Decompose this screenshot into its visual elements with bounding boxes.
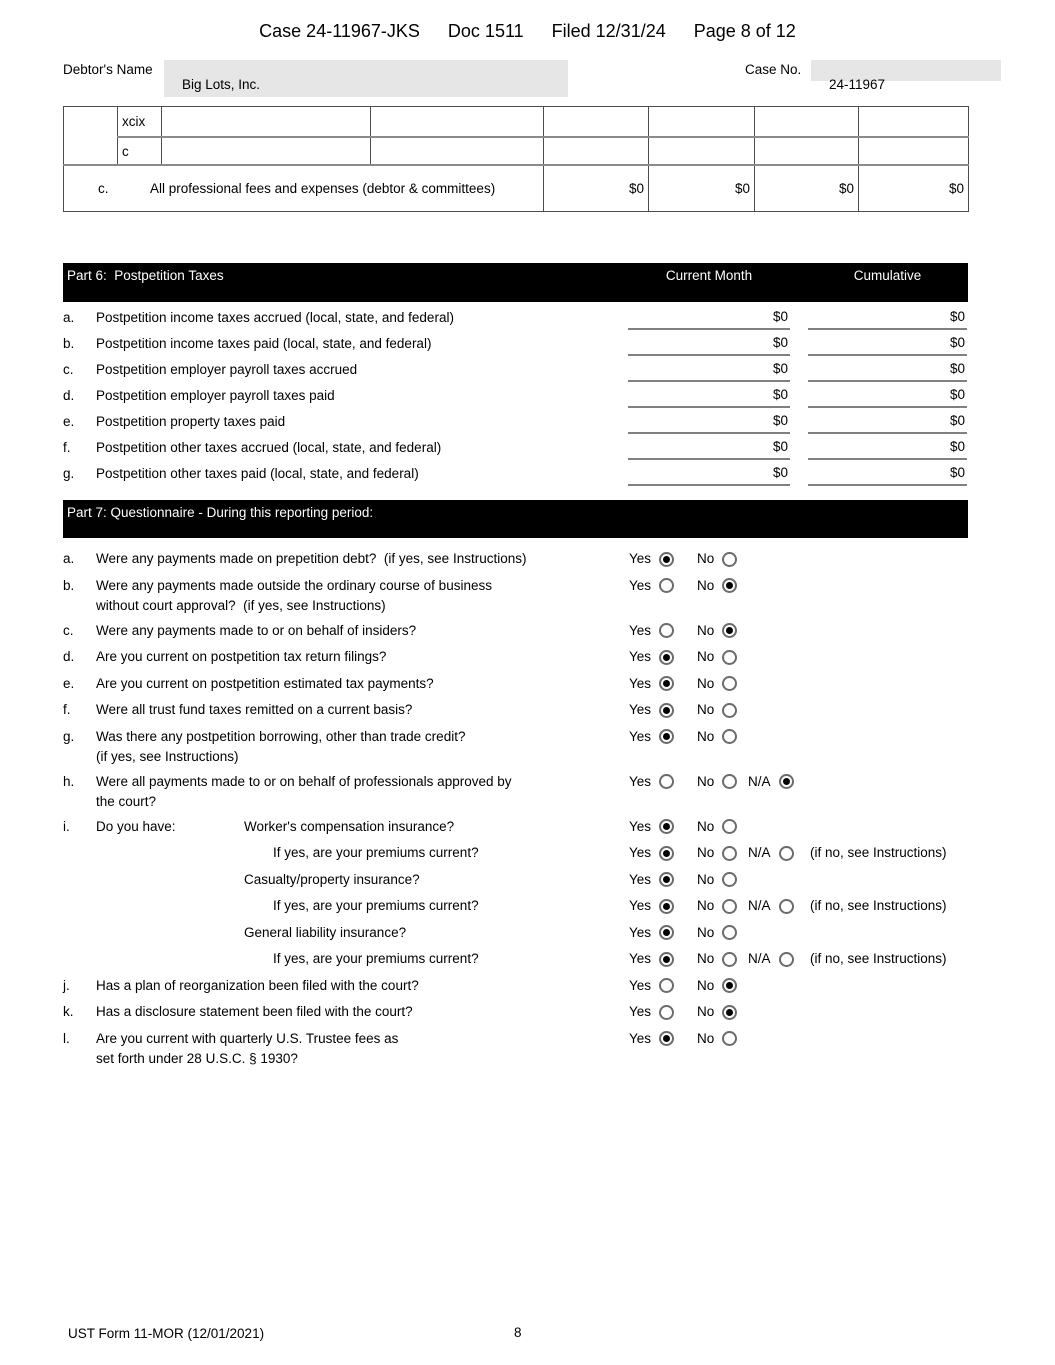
answer-options	[629, 727, 748, 747]
no-label: No	[697, 649, 715, 664]
current-month-value[interactable]: $0	[628, 383, 790, 408]
radio-no[interactable]	[722, 899, 737, 914]
empty-cell	[371, 137, 544, 165]
row-letter: b.	[63, 577, 75, 593]
empty-cell	[162, 107, 371, 138]
cumulative-value[interactable]: $0	[808, 383, 967, 408]
question-line: Were any payments made to or on behalf of insiders?	[96, 622, 417, 638]
yes-option	[629, 772, 697, 792]
radio-na[interactable]	[779, 899, 794, 914]
yes-option	[629, 896, 697, 916]
answer-options	[629, 700, 748, 720]
answer-options	[629, 843, 947, 863]
questionnaire-row	[63, 621, 1048, 641]
no-option	[697, 949, 748, 969]
yes-label: Yes	[629, 924, 652, 940]
question-text	[96, 923, 629, 943]
table-row	[64, 107, 969, 138]
tax-row	[63, 357, 968, 383]
radio-no[interactable]	[722, 925, 737, 940]
yes-option	[629, 949, 697, 969]
answer-options	[629, 772, 810, 792]
summary-description-cell	[64, 165, 544, 212]
radio-no[interactable]	[722, 650, 737, 665]
no-option	[697, 976, 748, 996]
cumulative-value[interactable]: $0	[808, 305, 967, 330]
no-label: No	[697, 818, 715, 834]
radio-yes[interactable]	[659, 623, 674, 638]
row-letter: h.	[63, 773, 75, 789]
answer-note: (if no, see Instructions)	[810, 845, 947, 860]
yes-option	[629, 976, 697, 996]
yes-label: Yes	[629, 951, 652, 966]
radio-no[interactable]	[722, 552, 737, 567]
yes-option	[629, 621, 697, 641]
case-no-value: 24-11967	[829, 77, 886, 92]
row-description: Postpetition employer payroll taxes paid	[96, 388, 335, 403]
radio-no[interactable]	[722, 872, 737, 887]
questionnaire-row	[63, 647, 1048, 667]
row-letter: c.	[63, 362, 74, 377]
questionnaire-row	[63, 843, 1048, 863]
column-gap	[790, 409, 808, 435]
current-month-value[interactable]: $0	[628, 357, 790, 382]
debtor-name-value: Big Lots, Inc.	[182, 77, 261, 92]
row-letter: f.	[63, 702, 71, 717]
yes-label: Yes	[629, 818, 652, 834]
radio-no-selected[interactable]	[722, 578, 737, 593]
yes-label: Yes	[629, 773, 652, 789]
yes-option	[629, 870, 697, 890]
filed-date-stamp: Filed 12/31/24	[551, 21, 666, 41]
question-text	[96, 976, 629, 996]
radio-no[interactable]	[722, 703, 737, 718]
tax-row	[63, 305, 968, 331]
empty-value-cell[interactable]	[649, 107, 755, 138]
row-description: Postpetition employer payroll taxes accrued	[96, 362, 358, 377]
no-label: No	[697, 1030, 715, 1046]
answer-options	[629, 817, 748, 837]
question-line: set forth under 28 U.S.C. § 1930?	[96, 1050, 298, 1066]
yes-label: Yes	[629, 977, 652, 993]
radio-no[interactable]	[722, 819, 737, 834]
row-letter: b.	[63, 336, 75, 351]
row-letter: e.	[63, 675, 75, 691]
page-number-footer: 8	[514, 1325, 522, 1340]
empty-value-cell[interactable]	[544, 137, 649, 165]
radio-no[interactable]	[722, 952, 737, 967]
question-text	[96, 576, 629, 616]
radio-yes-selected[interactable]	[659, 552, 674, 567]
question-line: Were any payments made outside the ordinary course of business	[96, 577, 492, 593]
part6-title: Part 6: Postpetition Taxes	[67, 268, 224, 283]
empty-cell	[162, 137, 371, 165]
form-version-footer: UST Form 11-MOR (12/01/2021)	[68, 1326, 265, 1341]
row-letter: e.	[63, 414, 75, 429]
question-line: General liability insurance?	[244, 924, 407, 940]
page-number-stamp: Page 8 of 12	[693, 21, 796, 41]
cumulative-value[interactable]: $0	[808, 409, 967, 434]
case-number-stamp: Case 24-11967-JKS	[259, 21, 420, 41]
na-label: N/A	[748, 773, 771, 789]
cumulative-value[interactable]: $0	[808, 461, 967, 486]
no-label: No	[697, 951, 715, 966]
row-letter-cell	[64, 107, 118, 166]
na-option	[748, 896, 810, 916]
no-label: No	[697, 577, 715, 593]
yes-option	[629, 727, 697, 747]
question-text	[96, 647, 629, 667]
question-line: Are you current on postpetition tax return filings?	[96, 649, 387, 664]
row-index-cell: c	[118, 137, 162, 165]
no-label: No	[697, 675, 715, 691]
row-description: Postpetition property taxes paid	[96, 414, 286, 429]
no-option	[697, 727, 748, 747]
row-letter: g.	[63, 466, 75, 481]
empty-value-cell[interactable]	[544, 107, 649, 138]
radio-yes-selected[interactable]	[659, 925, 674, 940]
cumulative-column-header: Cumulative	[853, 268, 922, 283]
question-line: Has a disclosure statement been filed with the court?	[96, 1004, 413, 1019]
no-label: No	[697, 924, 715, 940]
fees-value-cell: $0	[544, 165, 649, 212]
radio-yes-selected[interactable]	[659, 872, 674, 887]
radio-yes-selected[interactable]	[659, 650, 674, 665]
answer-options	[629, 923, 748, 943]
radio-no[interactable]	[722, 729, 737, 744]
radio-no-selected[interactable]	[722, 623, 737, 638]
questionnaire-row	[63, 976, 1048, 996]
row-letter: g.	[63, 728, 75, 744]
empty-value-cell[interactable]	[755, 107, 859, 138]
question-line: Has a plan of reorganization been filed with the court?	[96, 977, 419, 993]
no-option	[697, 549, 748, 569]
group-label: Do you have:	[96, 818, 176, 834]
current-month-value[interactable]: $0	[628, 435, 790, 460]
question-line: Were any payments made on prepetition debt? (if yes, see Instructions)	[96, 551, 527, 566]
tax-row	[63, 435, 968, 461]
question-text	[96, 700, 629, 720]
radio-yes[interactable]	[659, 578, 674, 593]
no-option	[697, 1029, 748, 1049]
cumulative-value[interactable]: $0	[808, 331, 967, 356]
question-line: (if yes, see Instructions)	[96, 748, 239, 764]
answer-options	[629, 621, 748, 641]
radio-yes-selected[interactable]	[659, 819, 674, 834]
yes-option	[629, 1002, 697, 1022]
na-option	[748, 949, 810, 969]
question-text	[96, 772, 629, 812]
radio-yes[interactable]	[659, 978, 674, 993]
answer-options	[629, 1002, 748, 1022]
row-index-cell: xcix	[118, 107, 162, 138]
current-month-value[interactable]: $0	[628, 461, 790, 486]
column-gap	[790, 383, 808, 409]
no-label: No	[697, 898, 715, 913]
cumulative-value[interactable]: $0	[808, 435, 967, 460]
no-label: No	[697, 773, 715, 789]
questionnaire-row	[63, 772, 1048, 812]
answer-note: (if no, see Instructions)	[810, 951, 947, 966]
radio-yes[interactable]	[659, 1005, 674, 1020]
question-text	[96, 949, 629, 969]
yes-option	[629, 700, 697, 720]
no-label: No	[697, 871, 715, 887]
answer-options	[629, 647, 748, 667]
radio-no-selected[interactable]	[722, 1005, 737, 1020]
yes-label: Yes	[629, 622, 652, 638]
column-gap	[790, 357, 808, 383]
current-month-value[interactable]: $0	[628, 305, 790, 330]
yes-option	[629, 923, 697, 943]
radio-na[interactable]	[779, 952, 794, 967]
row-letter: d.	[63, 388, 75, 403]
answer-options	[629, 896, 947, 916]
part6-header-bar	[63, 263, 968, 302]
no-label: No	[697, 977, 715, 993]
questionnaire-row	[63, 1002, 1048, 1022]
radio-yes-selected[interactable]	[659, 703, 674, 718]
part6-rows	[63, 305, 968, 487]
tax-row	[63, 409, 968, 435]
no-label: No	[697, 622, 715, 638]
yes-label: Yes	[629, 551, 652, 566]
no-option	[697, 1002, 748, 1022]
cumulative-value[interactable]: $0	[808, 357, 967, 382]
no-option	[697, 896, 748, 916]
question-line: without court approval? (if yes, see Instructions)	[96, 597, 386, 613]
row-description: Postpetition income taxes paid (local, state, and federal)	[96, 336, 432, 351]
yes-option	[629, 843, 697, 863]
row-letter: c.	[98, 181, 109, 196]
no-option	[697, 621, 748, 641]
tax-row	[63, 461, 968, 487]
answer-note: (if no, see Instructions)	[810, 898, 947, 913]
row-letter: k.	[63, 1004, 74, 1019]
question-line: Casualty/property insurance?	[244, 871, 420, 887]
questionnaire-row	[63, 817, 1048, 837]
questionnaire-row	[63, 896, 1048, 916]
table-summary-row	[64, 165, 969, 212]
yes-label: Yes	[629, 1030, 652, 1046]
question-text	[96, 621, 629, 641]
radio-yes-selected[interactable]	[659, 676, 674, 691]
row-letter: a.	[63, 310, 75, 325]
fees-value-cell: $0	[755, 165, 859, 212]
question-text	[96, 896, 629, 916]
questionnaire-row	[63, 700, 1048, 720]
radio-na-selected[interactable]	[779, 774, 794, 789]
no-option	[697, 870, 748, 890]
no-option	[697, 576, 748, 596]
yes-label: Yes	[629, 845, 652, 860]
answer-options	[629, 949, 947, 969]
part7-questionnaire	[63, 549, 1048, 1074]
radio-no[interactable]	[722, 676, 737, 691]
question-line: If yes, are your premiums current?	[273, 951, 479, 966]
yes-label: Yes	[629, 577, 652, 593]
column-gap	[790, 331, 808, 357]
question-line: Were all payments made to or on behalf of professionals approved by	[96, 773, 512, 789]
row-letter: a.	[63, 551, 75, 566]
debtor-name-label: Debtor's Name	[63, 62, 153, 77]
column-gap	[790, 461, 808, 487]
no-option	[697, 817, 748, 837]
radio-na[interactable]	[779, 846, 794, 861]
question-text	[96, 1002, 629, 1022]
row-letter: l.	[63, 1030, 70, 1046]
question-line: Was there any postpetition borrowing, other than trade credit?	[96, 728, 466, 744]
part7-title: Part 7: Questionnaire - During this reporting period:	[67, 505, 374, 520]
row-description: Postpetition other taxes paid (local, state, and federal)	[96, 466, 419, 481]
empty-cell	[371, 107, 544, 138]
empty-value-cell[interactable]	[859, 107, 969, 138]
no-label: No	[697, 551, 715, 566]
question-line: Worker's compensation insurance?	[244, 818, 455, 834]
case-no-field[interactable]	[811, 60, 1001, 92]
no-option	[697, 923, 748, 943]
question-text	[96, 870, 629, 890]
no-label: No	[697, 702, 715, 717]
current-month-column-header: Current Month	[665, 268, 753, 283]
radio-no[interactable]	[722, 846, 737, 861]
questionnaire-row	[63, 949, 1048, 969]
radio-yes-selected[interactable]	[659, 729, 674, 744]
yes-option	[629, 549, 697, 569]
current-month-value[interactable]: $0	[628, 331, 790, 356]
yes-label: Yes	[629, 1004, 652, 1019]
radio-yes-selected[interactable]	[659, 846, 674, 861]
row-description: Postpetition other taxes accrued (local, state, and federal)	[96, 440, 442, 455]
empty-value-cell[interactable]	[649, 137, 755, 165]
yes-label: Yes	[629, 675, 652, 691]
row-letter: f.	[63, 440, 71, 455]
no-option	[697, 843, 748, 863]
debtor-name-field[interactable]	[164, 60, 568, 97]
summary-description: All professional fees and expenses (debtor & committees)	[150, 181, 496, 196]
no-option	[697, 647, 748, 667]
no-label: No	[697, 1004, 715, 1019]
answer-options	[629, 976, 748, 996]
row-letter: j.	[63, 977, 70, 993]
yes-option	[629, 817, 697, 837]
column-gap	[790, 305, 808, 331]
column-gap	[790, 435, 808, 461]
question-line: If yes, are your premiums current?	[273, 845, 479, 860]
yes-label: Yes	[629, 649, 652, 664]
questionnaire-row	[63, 674, 1048, 694]
no-option	[697, 700, 748, 720]
radio-yes-selected[interactable]	[659, 899, 674, 914]
radio-yes[interactable]	[659, 774, 674, 789]
table-row	[64, 137, 969, 165]
radio-no[interactable]	[722, 1031, 737, 1046]
answer-options	[629, 674, 748, 694]
questionnaire-row	[63, 1029, 1048, 1069]
question-line: If yes, are your premiums current?	[273, 898, 479, 913]
na-label: N/A	[748, 951, 771, 966]
questionnaire-row	[63, 727, 1048, 767]
answer-options	[629, 870, 748, 890]
doc-number-stamp: Doc 1511	[447, 21, 524, 41]
radio-no[interactable]	[722, 774, 737, 789]
empty-value-cell[interactable]	[859, 137, 969, 165]
case-stamp-header	[0, 21, 1055, 42]
fees-value-cell: $0	[859, 165, 969, 212]
question-line: the court?	[96, 793, 157, 809]
yes-option	[629, 674, 697, 694]
question-text	[96, 817, 629, 837]
yes-option	[629, 1029, 697, 1049]
questionnaire-row	[63, 870, 1048, 890]
yes-label: Yes	[629, 871, 652, 887]
current-month-value[interactable]: $0	[628, 409, 790, 434]
question-line: Were all trust fund taxes remitted on a current basis?	[96, 702, 413, 717]
empty-value-cell[interactable]	[755, 137, 859, 165]
tax-row	[63, 383, 968, 409]
question-text	[96, 1029, 629, 1069]
case-no-label: Case No.	[745, 62, 802, 77]
questionnaire-row	[63, 576, 1048, 616]
yes-label: Yes	[629, 898, 652, 913]
na-option	[748, 772, 810, 792]
question-text	[96, 674, 629, 694]
questionnaire-row	[63, 923, 1048, 943]
yes-option	[629, 576, 697, 596]
radio-yes-selected[interactable]	[659, 952, 674, 967]
question-text	[96, 549, 629, 569]
na-option	[748, 843, 810, 863]
part7-header-bar	[63, 500, 968, 538]
row-letter: c.	[63, 622, 74, 638]
questionnaire-row	[63, 549, 1048, 569]
radio-yes-selected[interactable]	[659, 1031, 674, 1046]
question-line: Are you current on postpetition estimated tax payments?	[96, 675, 434, 691]
yes-label: Yes	[629, 702, 652, 717]
yes-label: Yes	[629, 728, 652, 744]
question-text	[96, 843, 629, 863]
no-label: No	[697, 728, 715, 744]
no-option	[697, 674, 748, 694]
question-line: Are you current with quarterly U.S. Trustee fees as	[96, 1030, 399, 1046]
na-label: N/A	[748, 898, 771, 913]
no-label: No	[697, 845, 715, 860]
fees-value-cell: $0	[649, 165, 755, 212]
professional-fees-table	[63, 106, 969, 212]
row-description: Postpetition income taxes accrued (local, state, and federal)	[96, 310, 454, 325]
answer-options	[629, 549, 748, 569]
row-letter: d.	[63, 649, 75, 664]
radio-no-selected[interactable]	[722, 978, 737, 993]
tax-row	[63, 331, 968, 357]
question-text	[96, 727, 629, 767]
row-letter: i.	[63, 818, 70, 834]
no-option	[697, 772, 748, 792]
answer-options	[629, 1029, 748, 1049]
answer-options	[629, 576, 748, 596]
yes-option	[629, 647, 697, 667]
na-label: N/A	[748, 845, 771, 860]
